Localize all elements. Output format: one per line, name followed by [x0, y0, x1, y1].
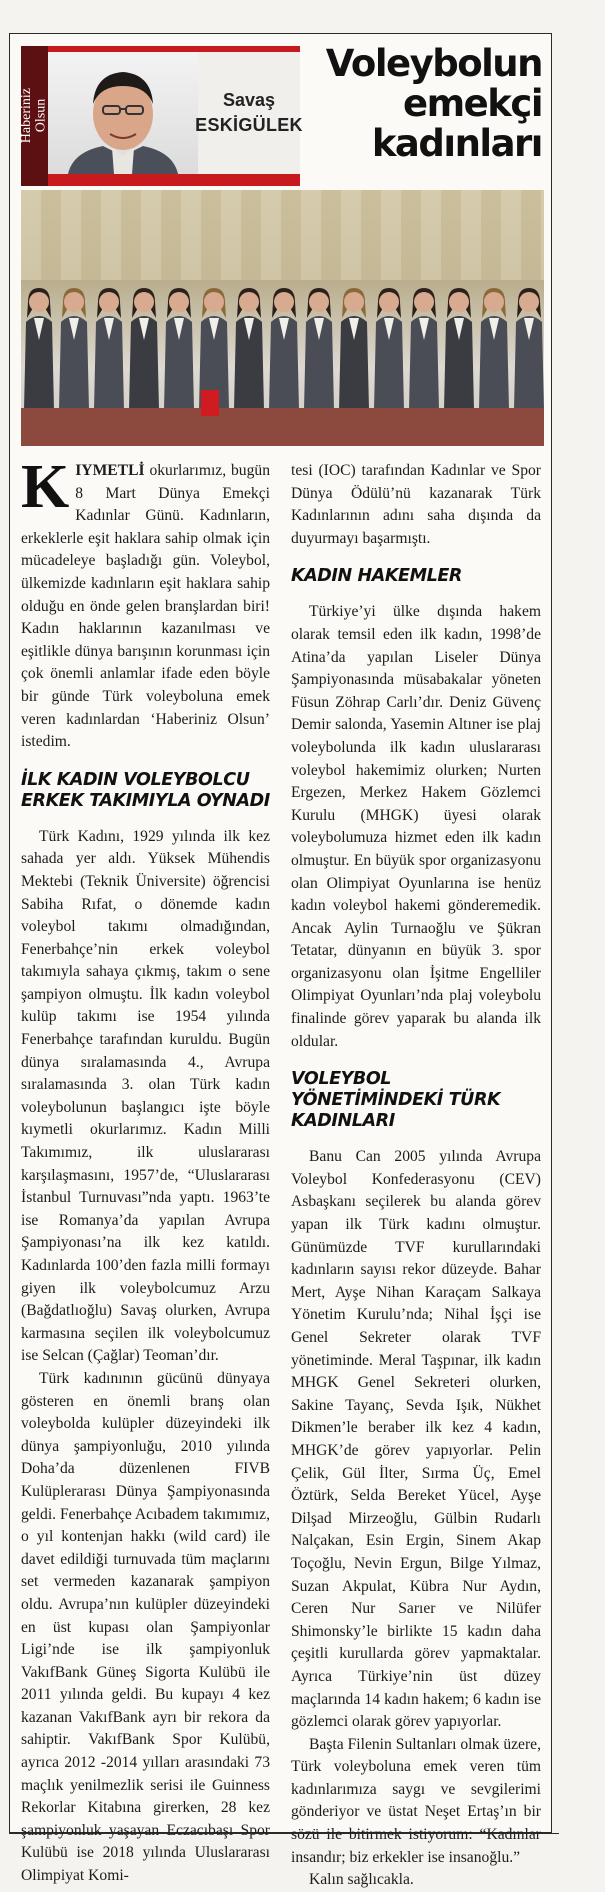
subhead-first-female-player: İLK KADIN VOLEYBOLCU ERKEK TAKIMIYLA OYNADI — [21, 769, 270, 811]
photo-person — [339, 288, 369, 420]
section2-paragraph-1: Türkiye’yi ülke dışında hakem olarak temsil eden ilk kadın, 1998’de Atina’da yapılan Liseler Dünya Şampiyonasında müsabakalar yöneten Füsun Zöhrap Carlı’dır. Deniz Güvenç Demir salonda, Yasemin Altıner ise plaj voleybolunda ilk kadın uluslararası voleybol hakemimiz olurken; Nurten Ergezen, Merkez Hakem Gözlemci Kurulu (MHGK) üyesi olarak voleybolumuza hizmet eden ilk kadın olmuştur. En büyük spor organizasyonu olan Olimpiyat Oyunlarına ise henüz kadın voleybol hakemi gönderemedik. Ancak Aylin Turnaoğlu ve Şükran Tetatar, dünyanın en büyük 3. spor organizasyonu olan İşitme Engelliler Olimpiyat Oyunları’nda plaj voleybolu finalinde görev yaparak bu alanda ilk oldular. — [291, 603, 541, 1050]
section3-paragraph-2: Başta Filenin Sultanları olmak üzere, Türk voleyboluna emek veren tüm kadınlarımıza saygı ve sevgilerimi gönderiyor ve üstat Neşet Ertaş’ın bir sözü ile bitirmek istiyorum: “Kadınlar insandır; biz erkekler ise insanoğlu.” — [291, 1735, 541, 1866]
section1-paragraph-2: Türk kadınının gücünü dünyaya gösteren en önemli branş olan voleybolda kulüpler düzeyindeki ilk dünya şampiyonluğu, 2010 yılında Doha’da düzenlenen FIVB Kulüplerarası Dünya Şampiyonasında geldi. Fenerbahçe Acıbadem takımımız, o yıl kontenjan hakkı (wild card) ile davet edildiği turnuvada tüm maçlarını set vermeden kazanarak şampiyon oldu. Avrupa’nın kulüpler düzeyindeki en üst kupası olan Şampiyonlar Ligi’nde ise ilk şampiyonluk VakıfBank Güneş Sigorta Kulübü ile 2011 yılında geldi. Bu kupayı 4 kez kazanan VakıfBank ayrı bir rekora da sahiptir. VakıfBank Spor Kulübü, ayrıca 2012 -2014 yılları arasındaki 73 maçlık yenilmezlik serisi ile Guinness Rekorlar Kitabına girerken, 28 kez şampiyonluk yaşayan Eczacıbaşı Spor Kulübü ise 2018 yılında Uluslararası Olimpiyat Komi- — [21, 1369, 270, 1885]
photo-person — [304, 288, 334, 420]
lead-word: IYMETLİ — [75, 462, 145, 479]
headline-line-2: emekçi — [403, 82, 542, 125]
author-portrait-image — [48, 52, 198, 174]
dropcap: K — [21, 453, 70, 521]
intro-text: okurlarımız, bugün 8 Mart Dünya Emekçi Kadınlar Günü. Kadınların, erkeklerle eşit haklara sahip olmak için mücadeleye başladığı gün. Voleybol, ülkemizde kadınların eşit haklara sahip olduğu en önde gelen branşlardan biri! Kadın haklarının kazanılması ve eşitlikle dünya barışının korunması için çok önemli anlamlar ifade eden böyle bir günde Türk voleyboluna emek veren kadınlardan ‘Haberiniz Olsun’ istedim. — [21, 462, 270, 751]
subhead-female-referees: KADIN HAKEMLER — [291, 566, 462, 587]
column-label: Haberiniz Olsun — [21, 46, 48, 186]
photo-chairs — [21, 408, 544, 446]
photo-person — [409, 288, 439, 420]
section3-paragraph-3: Kalın sağlıcakla. — [309, 1871, 414, 1889]
photo-person — [374, 288, 404, 420]
turkish-flag — [201, 390, 219, 416]
photo-person — [514, 288, 544, 420]
headline-line-1: Voleybolun — [325, 42, 542, 85]
intro-paragraph — [21, 453, 270, 754]
headline — [300, 44, 542, 164]
photo-person — [94, 288, 124, 420]
photo-person — [269, 288, 299, 420]
section1-paragraph-1: Türk Kadını, 1929 yılında ilk kez sahada yer aldı. Yüksek Mühendis Mektebi (Teknik Üniversite) öğrencisi Sabiha Rıfat, o dönemde kadın voleybol takımı olmadığından, Fenerbahçe’nin erkek voleybol takımıyla sahaya çıkmış, takım o sene şampiyon olmuştu. İlk kadın voleybol kulüp takımı ise 1954 yılında Fenerbahçe tarafından kuruldu. Bugün dünya sıralamasında 4., Avrupa sıralamasında 3. olan Türk kadın voleybolunun başlangıcı işte böyle kıymetli okurlarımız. Kadın Milli Takımımız, ilk uluslararası karşılaşmasını, 1957’de, “Uluslararası İstanbul Turnuvası”nda yaptı. 1963’te ise Romanya’da yapılan Avrupa Şampiyonası’na ilk kez katıldı. Kadınlarda 100’den fazla milli formayı giyen ilk voleybolcumuz Arzu (Bağdatlıoğlu) Savaş olurken, Avrupa karmasına seçilen ilk voleybolcumuz ise Selcan (Çağlar) Teoman’dır. — [21, 827, 270, 1365]
section1-paragraph-2-continued: tesi (IOC) tarafından Kadınlar ve Spor Dünya Ödülü’nü kazanarak Türk Kadınlarının adını saha dışında da duyurmayı başarmıştı. — [291, 462, 541, 547]
author-first-name: Savaş — [222, 90, 276, 110]
section3-paragraph-1: Banu Can 2005 yılında Avrupa Voleybol Konfederasyonu (CEV) Asbaşkanı seçilerek bu alanda görev yapan ilk Türk kadını olmuştur. Günümüzde TVF kurullarındaki kadınların sayısı rekor düzeyde. Bahar Mert, Ayşe Nihan Karaçam Salkaya Yönetim Kurulu’nda; Nihal İşçi ise Genel Sekreter olarak TVF yönetiminde. Meral Taşpınar, ilk kadın MHGK Genel Sekreteri olurken, Sakine Tayanç, Sevda Işık, Nükhet Dikmen’le beraber ilk kez 4 kadın, MHGK’de görev yapıyorlar. Pelin Çelik, Gül İlter, Sırma Üç, Emel Öztürk, Selda Bereket Yücel, Ayşe Dilşad Mirzeoğlu, Gülbin Rudarlı Nalçakan, Esin Ergin, Sinem Akap Toçoğlu, Nevin Ergun, Bilge Yılmaz, Suzan Akpulat, Kübra Nur Aydın, Ceren Nur Sarıer ve Nilüfer Shimonsky’le birlikte 15 kadın daha çeşitli kurullarda görev yapmaktalar. Ayrıca Türkiye’nin üst düzey maçlarında 14 kadın hakem; 6 kadın ise gözlemci olarak görev yapıyorlar. — [291, 1148, 541, 1731]
article-column-left — [21, 453, 270, 1888]
bottom-rule — [9, 1833, 559, 1848]
article-column-right — [291, 460, 541, 1892]
author-name — [195, 52, 303, 174]
headline-line-3: kadınları — [371, 122, 542, 165]
team-photo — [21, 190, 544, 446]
photo-person — [24, 288, 54, 420]
photo-person — [444, 288, 474, 420]
photo-person — [59, 288, 89, 420]
photo-person — [479, 288, 509, 420]
photo-person — [129, 288, 159, 420]
author-last-name: ESKİGÜLEK — [195, 115, 303, 135]
author-portrait — [48, 52, 198, 174]
photo-person — [164, 288, 194, 420]
column-header — [18, 46, 303, 186]
subhead-women-in-management: VOLEYBOL YÖNETİMİNDEKİ TÜRK KADINLARI — [291, 1069, 501, 1132]
photo-person — [234, 288, 264, 420]
